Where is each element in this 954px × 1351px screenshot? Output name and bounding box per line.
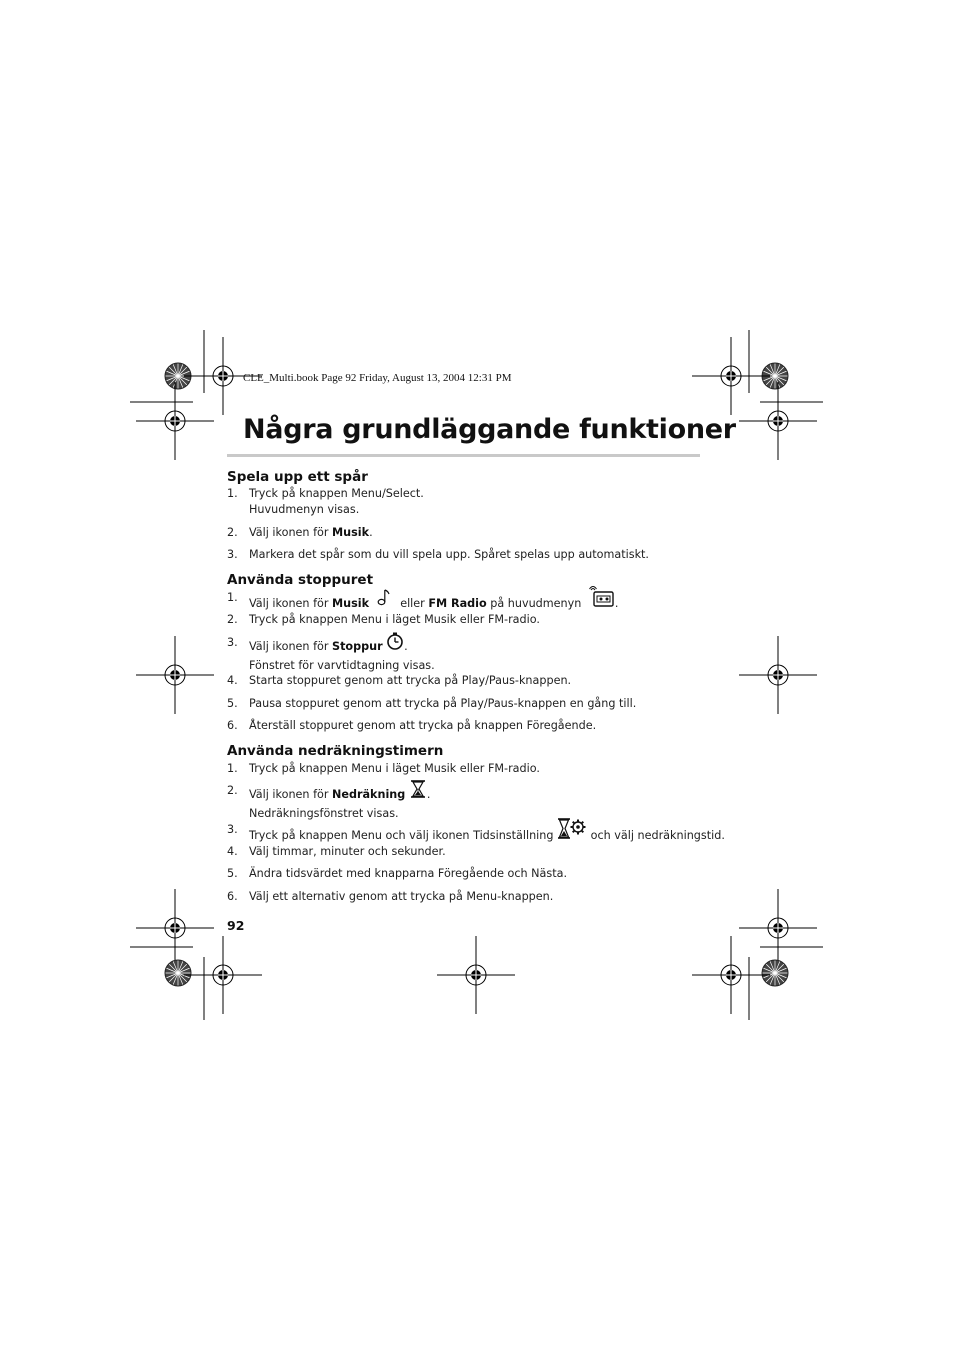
item-text: Välj ett alternativ genom att trycka på Menu-knappen. bbox=[249, 890, 554, 903]
item-text: Välj timmar, minuter och sekunder. bbox=[249, 845, 446, 858]
item-number: 3. bbox=[227, 823, 238, 836]
item-number: 2. bbox=[227, 784, 238, 797]
item-text: Ändra tidsvärdet med knapparna Föregående och Nästa. bbox=[249, 867, 567, 880]
item-subtext: Fönstret för varvtidtagning visas. bbox=[249, 659, 435, 672]
item-text: Tryck på knappen Menu i läget Musik eller FM-radio. bbox=[249, 762, 540, 775]
item-subtext: Nedräkningsfönstret visas. bbox=[249, 807, 399, 820]
item-bold-term: Stoppur bbox=[332, 639, 383, 653]
item-number: 2. bbox=[227, 526, 238, 539]
item-number: 4. bbox=[227, 845, 238, 858]
item-number: 6. bbox=[227, 890, 238, 903]
item-text: Välj ikonen för bbox=[249, 526, 333, 539]
list-item bbox=[227, 889, 553, 905]
title-underline bbox=[227, 454, 700, 457]
print-header-line: CLE_Multi.book Page 92 Friday, August 13, 2004 12:31 PM bbox=[243, 372, 512, 384]
item-number: 2. bbox=[227, 613, 238, 626]
item-bold-term: FM Radio bbox=[428, 596, 487, 610]
section-heading-countdown-timer: Använda nedräkningstimern bbox=[227, 743, 444, 759]
item-text: Tryck på knappen Menu och välj ikonen Tidsinställning bbox=[249, 828, 558, 842]
list-item bbox=[227, 718, 596, 734]
item-number: 1. bbox=[227, 762, 238, 775]
item-text: Välj ikonen för bbox=[249, 639, 333, 653]
hourglass-icon bbox=[409, 780, 427, 803]
list-item: 2. Välj ikonen för Musik. bbox=[227, 526, 373, 539]
item-number: 6. bbox=[227, 719, 238, 732]
list-item bbox=[227, 696, 636, 712]
list-item: 2. Välj ikonen för Nedräkning . Nedräkningsfönstret visas. bbox=[227, 783, 430, 822]
item-bold-term: Musik bbox=[332, 526, 370, 539]
item-bold-term: Musik bbox=[332, 596, 370, 610]
item-number: 3. bbox=[227, 636, 238, 649]
page-title: Några grundläggande funktioner bbox=[243, 414, 736, 445]
list-item bbox=[227, 761, 540, 777]
list-item bbox=[227, 673, 571, 689]
item-text: Pausa stoppuret genom att trycka på Play/Paus-knappen en gång till. bbox=[249, 697, 637, 710]
item-number: 1. bbox=[227, 591, 238, 604]
section-heading-play-track: Spela upp ett spår bbox=[227, 469, 368, 485]
item-bold-term: Nedräkning bbox=[332, 787, 406, 801]
item-text: Tryck på knappen Menu i läget Musik eller FM-radio. bbox=[249, 613, 540, 626]
list-item bbox=[227, 486, 424, 518]
list-item: 3. Välj ikonen för Stoppur . Fönstret för varvtidtagning visas. bbox=[227, 635, 435, 674]
item-number: 3. bbox=[227, 548, 238, 561]
item-number: 5. bbox=[227, 867, 238, 880]
item-text: Markera det spår som du vill spela upp. Spåret spelas upp automatiskt. bbox=[249, 548, 649, 561]
item-text: Välj ikonen för bbox=[249, 596, 333, 610]
list-item bbox=[227, 547, 649, 563]
list-item: 3. Tryck på knappen Menu och välj ikonen Tidsinställning och välj nedräkningstid. bbox=[227, 822, 725, 849]
page-number: 92 bbox=[227, 918, 245, 933]
item-text: Välj ikonen för bbox=[249, 787, 333, 801]
music-note-icon bbox=[377, 588, 393, 611]
section-heading-stopwatch: Använda stoppuret bbox=[227, 572, 374, 588]
item-number: 5. bbox=[227, 697, 238, 710]
list-item: 1. Välj ikonen för Musik eller FM Radio på huvudmenyn . bbox=[227, 590, 618, 617]
list-item bbox=[227, 866, 567, 882]
item-text: Tryck på knappen Menu/Select. bbox=[249, 487, 424, 500]
item-text: Återställ stoppuret genom att trycka på knappen Föregående. bbox=[249, 719, 597, 732]
item-number: 1. bbox=[227, 487, 238, 500]
fm-radio-icon bbox=[589, 586, 615, 613]
list-item bbox=[227, 844, 446, 860]
list-item bbox=[227, 612, 540, 628]
stopwatch-icon bbox=[386, 632, 404, 655]
item-number: 4. bbox=[227, 674, 238, 687]
timer-setting-icon bbox=[557, 818, 587, 845]
item-text: Starta stoppuret genom att trycka på Play/Paus-knappen. bbox=[249, 674, 572, 687]
item-subtext: Huvudmenyn visas. bbox=[249, 503, 360, 516]
